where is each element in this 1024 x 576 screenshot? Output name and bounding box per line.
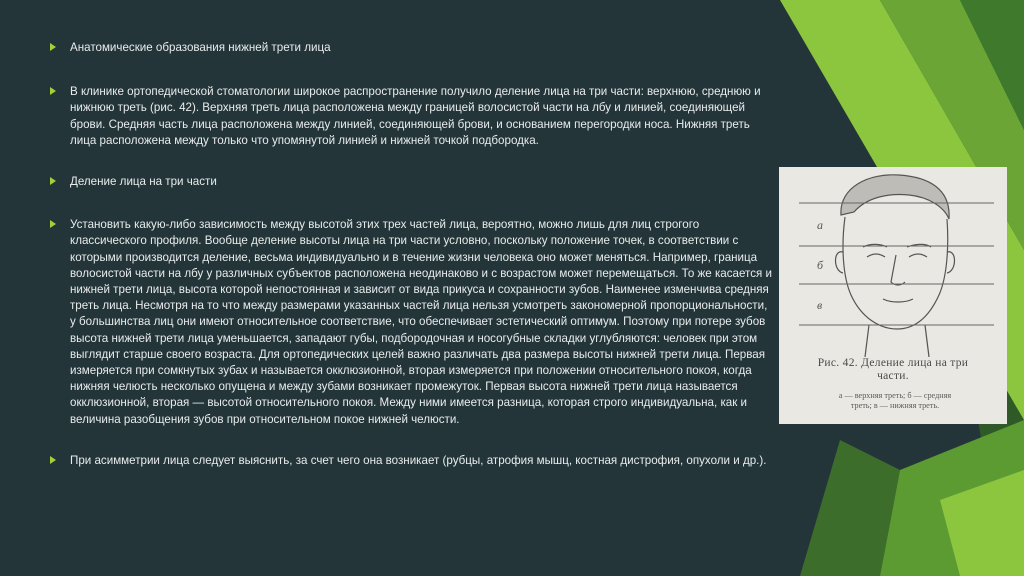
figure-label-a: а	[817, 218, 823, 232]
figure-label-b: б	[817, 258, 824, 272]
figure-legend-line: а — верхняя треть; б — средняя	[838, 391, 952, 400]
bullet-arrow-icon	[50, 456, 56, 464]
bullet-arrow-icon	[50, 220, 56, 228]
bullet-text: Деление лица на три части	[70, 175, 217, 189]
bullet-item	[50, 84, 775, 149]
figure-caption	[779, 357, 1007, 383]
bullet-text: В клинике ортопедической стоматологии широкое распространение получило деление лица на три части: верхнюю, среднюю и нижнюю треть (рис. 42). Верхняя треть лица расположена между границей волосистой части на лбу и линией, соединяющей брови. Средняя часть лица расположена между линией, соединяющей брови, и основанием перегородки носа. Нижняя треть лица расположена между только что упомянутой линией и нижней точкой подбородка.	[70, 85, 761, 147]
figure-legend-line: треть; в — нижняя треть.	[850, 401, 940, 410]
bullet-item	[50, 174, 775, 190]
bullet-text: Анатомические образования нижней трети лица	[70, 41, 331, 54]
figure-caption-line: Рис. 42. Деление лица на три	[817, 357, 969, 369]
bullet-text: При асимметрии лица следует выяснить, за счет чего она возникает (рубцы, атрофия мышц, костная дистрофия, опухоли и др.).	[70, 453, 767, 467]
bullet-arrow-icon	[50, 87, 56, 95]
figure-caption-line: части.	[877, 370, 909, 382]
face-division-figure	[779, 167, 1007, 424]
figure-legend	[789, 391, 1001, 411]
figure-label-c: в	[817, 298, 823, 312]
bullet-text: Установить какую-либо зависимость между высотой этих трех частей лица, вероятно, можно лишь для лиц строгого классического профиля. Вообще деление высоты лица на три части условно, поскольку положение точек, в соответствии с которыми производится деление, весьма индивидуально и в течение жизни человека оно может меняться. Например, граница волосистой части на лбу у различных субъектов расположена неодинаково и с возрастом может перемещаться. То же касается и нижней трети лица, высота которой непостоянная и зависит от вида прикуса и сохранности зубов. Наименее изменчива средняя треть лица. Несмотря на то что между размерами указанных частей лица нельзя усмотреть закономерной пропорциональности, у большинства лиц они имеют относительное соответствие, что обеспечивает эстетический оптимум. Поэтому при потере зубов высота нижней трети лица уменьшается, западают губы, подбородочная и носогубные складки углубляются: человек при этом выглядит старше своего возраста. Для ортопедических целей важно различать два размера высоты нижней трети лица. Первая измеряется при сомкнутых зубах и называется окклюзионной, вторая измеряется при положении относительного покоя, когда нижняя челюсть несколько опущена и между зубами возникает промежуток. Первая высота нижней трети лица называется окклюзионной, вторая — высотой относительного покоя. Между ними имеется разница, которая строго индивидуальна, как и величина разобщения зубов при относительном покое нижней челюсти.	[70, 218, 772, 426]
bullet-item	[50, 217, 775, 428]
bullet-item	[50, 40, 775, 56]
face-drawing-illustration	[779, 167, 1007, 357]
bullet-arrow-icon	[50, 43, 56, 51]
slide-content	[50, 40, 775, 469]
bullet-arrow-icon	[50, 177, 56, 185]
bullet-item	[50, 453, 775, 469]
